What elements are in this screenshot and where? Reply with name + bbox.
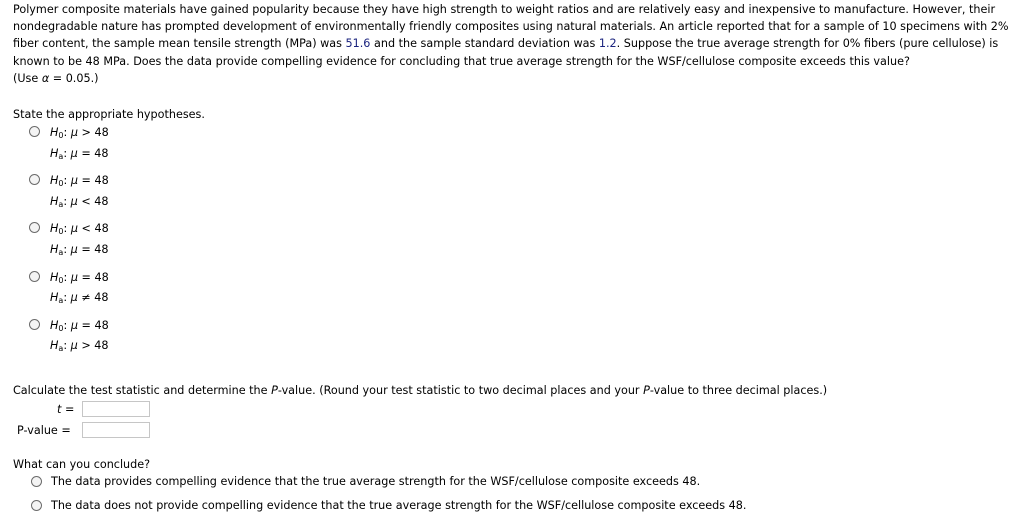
sample-mean-value: 51.6 <box>345 37 371 51</box>
p-value-label: P-value = <box>17 424 71 437</box>
problem-text-1: Polymer composite materials have gained popularity because they have high strength to weight ratios and are relatively easy and inexpensive to manufacture. However, their nondegradable nature has prompted development of environmentally friendly composites using natural materials. An article reported that for a sample of 10 specimens with 2% fiber content, the sample mean tensile strength (MPa) was <box>13 3 1009 51</box>
t-statistic-input[interactable] <box>82 401 150 417</box>
alpha-suffix: = 0.05.) <box>49 71 99 85</box>
radio-button[interactable] <box>31 500 42 511</box>
p-value-input[interactable] <box>82 422 150 438</box>
conclusion-option-text: The data does not provide compelling evidence that the true average strength for the WSF/cellulose composite exceeds 48. <box>51 499 747 512</box>
radio-button[interactable] <box>31 476 42 487</box>
radio-button[interactable] <box>29 222 40 233</box>
null-hypothesis: $H_0$: μ > 48 <box>50 126 109 140</box>
problem-text-3: . Suppose the true average strength for 0% fibers (pure cellulose) is known to be 48 MPa. Does the data provide compelling evidence for concluding that true average strength for the WSF/cellulose composite exceeds this value? <box>13 37 999 68</box>
alternative-hypothesis: $H_a$: μ ≠ 48 <box>50 291 109 306</box>
problem-statement <box>13 1 1015 87</box>
null-hypothesis: $H_0$: μ < 48 <box>50 222 109 237</box>
null-hypothesis: $H_0$: μ = 48 <box>50 174 109 189</box>
null-hypothesis: $H_0$: μ = 48 <box>50 318 109 333</box>
t-statistic-label: t = <box>57 403 75 416</box>
sample-sd-value: 1.2 <box>598 37 617 51</box>
null-hypothesis: $H_0$: μ = 48 <box>50 270 109 285</box>
radio-button[interactable] <box>29 271 40 282</box>
hypotheses-prompt: State the appropriate hypotheses. <box>13 108 205 121</box>
radio-button[interactable] <box>29 126 40 137</box>
alpha-prefix: (Use <box>13 71 42 85</box>
conclusion-option-text: The data provides compelling evidence that the true average strength for the WSF/cellulose composite exceeds 48. <box>51 475 701 488</box>
alternative-hypothesis: $H_a$: μ = 48 <box>50 146 109 161</box>
problem-text-2: and the sample standard deviation was <box>370 37 599 51</box>
calculation-prompt: Calculate the test statistic and determine the P-value. (Round your test statistic to two decimal places and your P-value to three decimal places.) <box>13 384 828 397</box>
conclusion-prompt: What can you conclude? <box>13 458 151 471</box>
alternative-hypothesis: $H_a$: μ = 48 <box>50 242 109 257</box>
alternative-hypothesis: $H_a$: μ > 48 <box>50 339 109 354</box>
alpha-symbol: α <box>41 71 50 85</box>
alternative-hypothesis: $H_a$: μ < 48 <box>50 194 109 209</box>
radio-button[interactable] <box>29 174 40 185</box>
radio-button[interactable] <box>29 319 40 330</box>
